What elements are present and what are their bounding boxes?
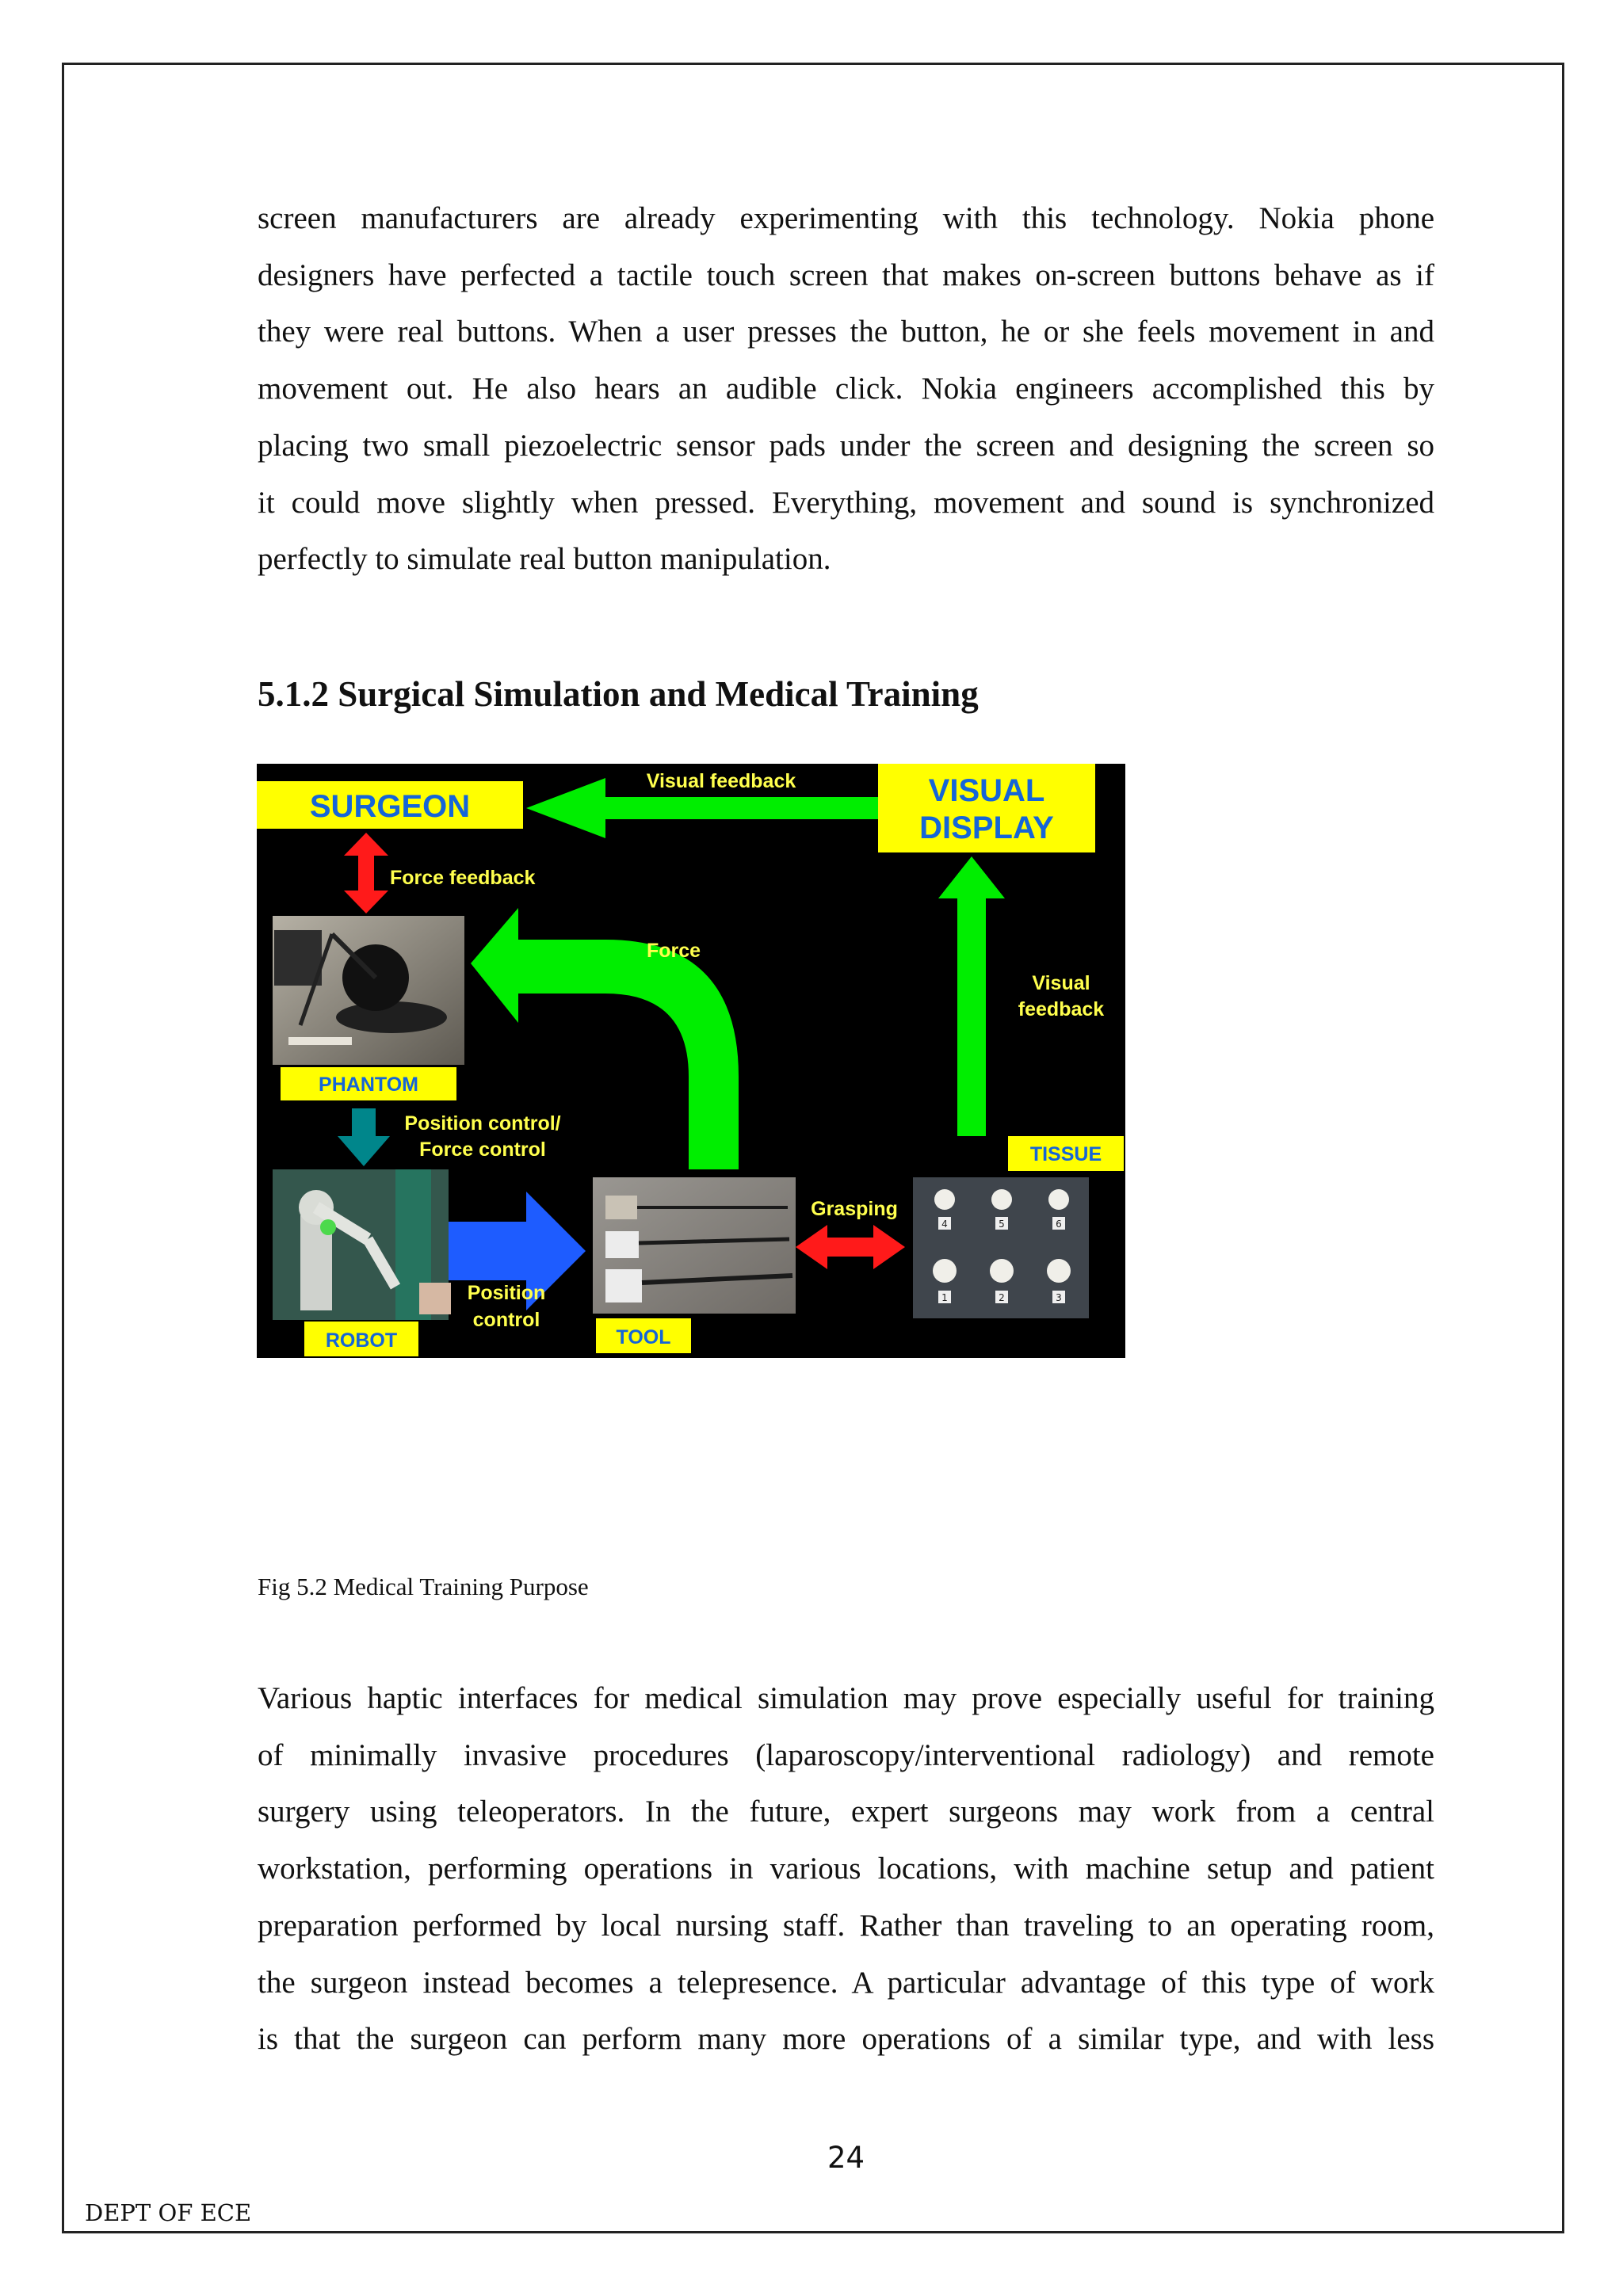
footer-department: DEPT OF ECE xyxy=(85,2199,252,2226)
text-line: surgery using teleoperators. In the future, expert surgeons may work from a central xyxy=(258,1794,1434,1829)
text-line: movement out. He also hears an audible click. Nokia engineers accomplished this by xyxy=(258,372,1434,406)
visual-feedback-top-label: Visual feedback xyxy=(646,770,796,792)
text-line: perfectly to simulate real button manipulation. xyxy=(258,542,831,577)
text-line: they were real buttons. When a user presses the button, he or she feels movement in and xyxy=(258,315,1434,349)
position-control-line1: Position xyxy=(467,1282,546,1304)
text-line: placing two small piezoelectric sensor pads under the screen and designing the screen so xyxy=(258,428,1434,463)
phantom-label: PHANTOM xyxy=(319,1074,418,1096)
surgeon-label: SURGEON xyxy=(309,789,471,824)
force-feedback-label: Force feedback xyxy=(390,867,536,889)
text-line: is that the surgeon can perform many more operations of a similar type, and with less xyxy=(258,2022,1434,2057)
page-number: 24 xyxy=(827,2141,865,2175)
force-label: Force xyxy=(646,940,701,962)
text-line: of minimally invasive procedures (laparoscopy/interventional radiology) and remote xyxy=(258,1737,1434,1772)
section-heading: 5.1.2 Surgical Simulation and Medical Training xyxy=(258,674,979,714)
text-line: Various haptic interfaces for medical simulation may prove especially useful for training xyxy=(258,1681,1434,1715)
visual-feedback-side-line2: feedback xyxy=(1018,998,1105,1020)
tissue-label: TISSUE xyxy=(1029,1143,1102,1165)
tissue-number: 3 xyxy=(1056,1292,1062,1303)
figure-caption: Fig 5.2 Medical Training Purpose xyxy=(258,1573,589,1600)
tissue-number: 1 xyxy=(941,1292,948,1303)
figure-diagram xyxy=(257,764,1125,1358)
paragraph-top xyxy=(258,190,1434,588)
text-line: the surgeon instead becomes a telepresence. A particular advantage of this type of work xyxy=(258,1965,1434,2000)
tool-label: TOOL xyxy=(616,1326,671,1348)
text-line: workstation, performing operations in various locations, with machine setup and patient xyxy=(258,1852,1434,1886)
text-line: designers have perfected a tactile touch screen that makes on-screen buttons behave as if xyxy=(258,257,1434,292)
tissue-number: 2 xyxy=(999,1292,1005,1303)
visual-display-line2: DISPLAY xyxy=(919,810,1054,845)
tissue-number: 6 xyxy=(1056,1219,1062,1230)
robot-label: ROBOT xyxy=(325,1329,398,1352)
tissue-number: 5 xyxy=(999,1219,1005,1230)
paragraph-bottom xyxy=(258,1670,1434,2068)
text-line: screen manufacturers are already experimenting with this technology. Nokia phone xyxy=(258,201,1434,235)
position-control-line2: control xyxy=(472,1309,540,1331)
visual-display-line1: VISUAL xyxy=(928,773,1045,808)
position-force-line1: Position control/ xyxy=(404,1112,561,1135)
visual-feedback-side-line1: Visual xyxy=(1032,972,1090,994)
grasping-label: Grasping xyxy=(811,1198,898,1220)
text-line: preparation performed by local nursing staff. Rather than traveling to an operating room, xyxy=(258,1908,1434,1943)
haptic-training-figure xyxy=(257,764,1125,1358)
position-force-line2: Force control xyxy=(419,1138,546,1161)
tissue-number: 4 xyxy=(941,1219,948,1230)
text-line: it could move slightly when pressed. Everything, movement and sound is synchronized xyxy=(258,485,1434,520)
